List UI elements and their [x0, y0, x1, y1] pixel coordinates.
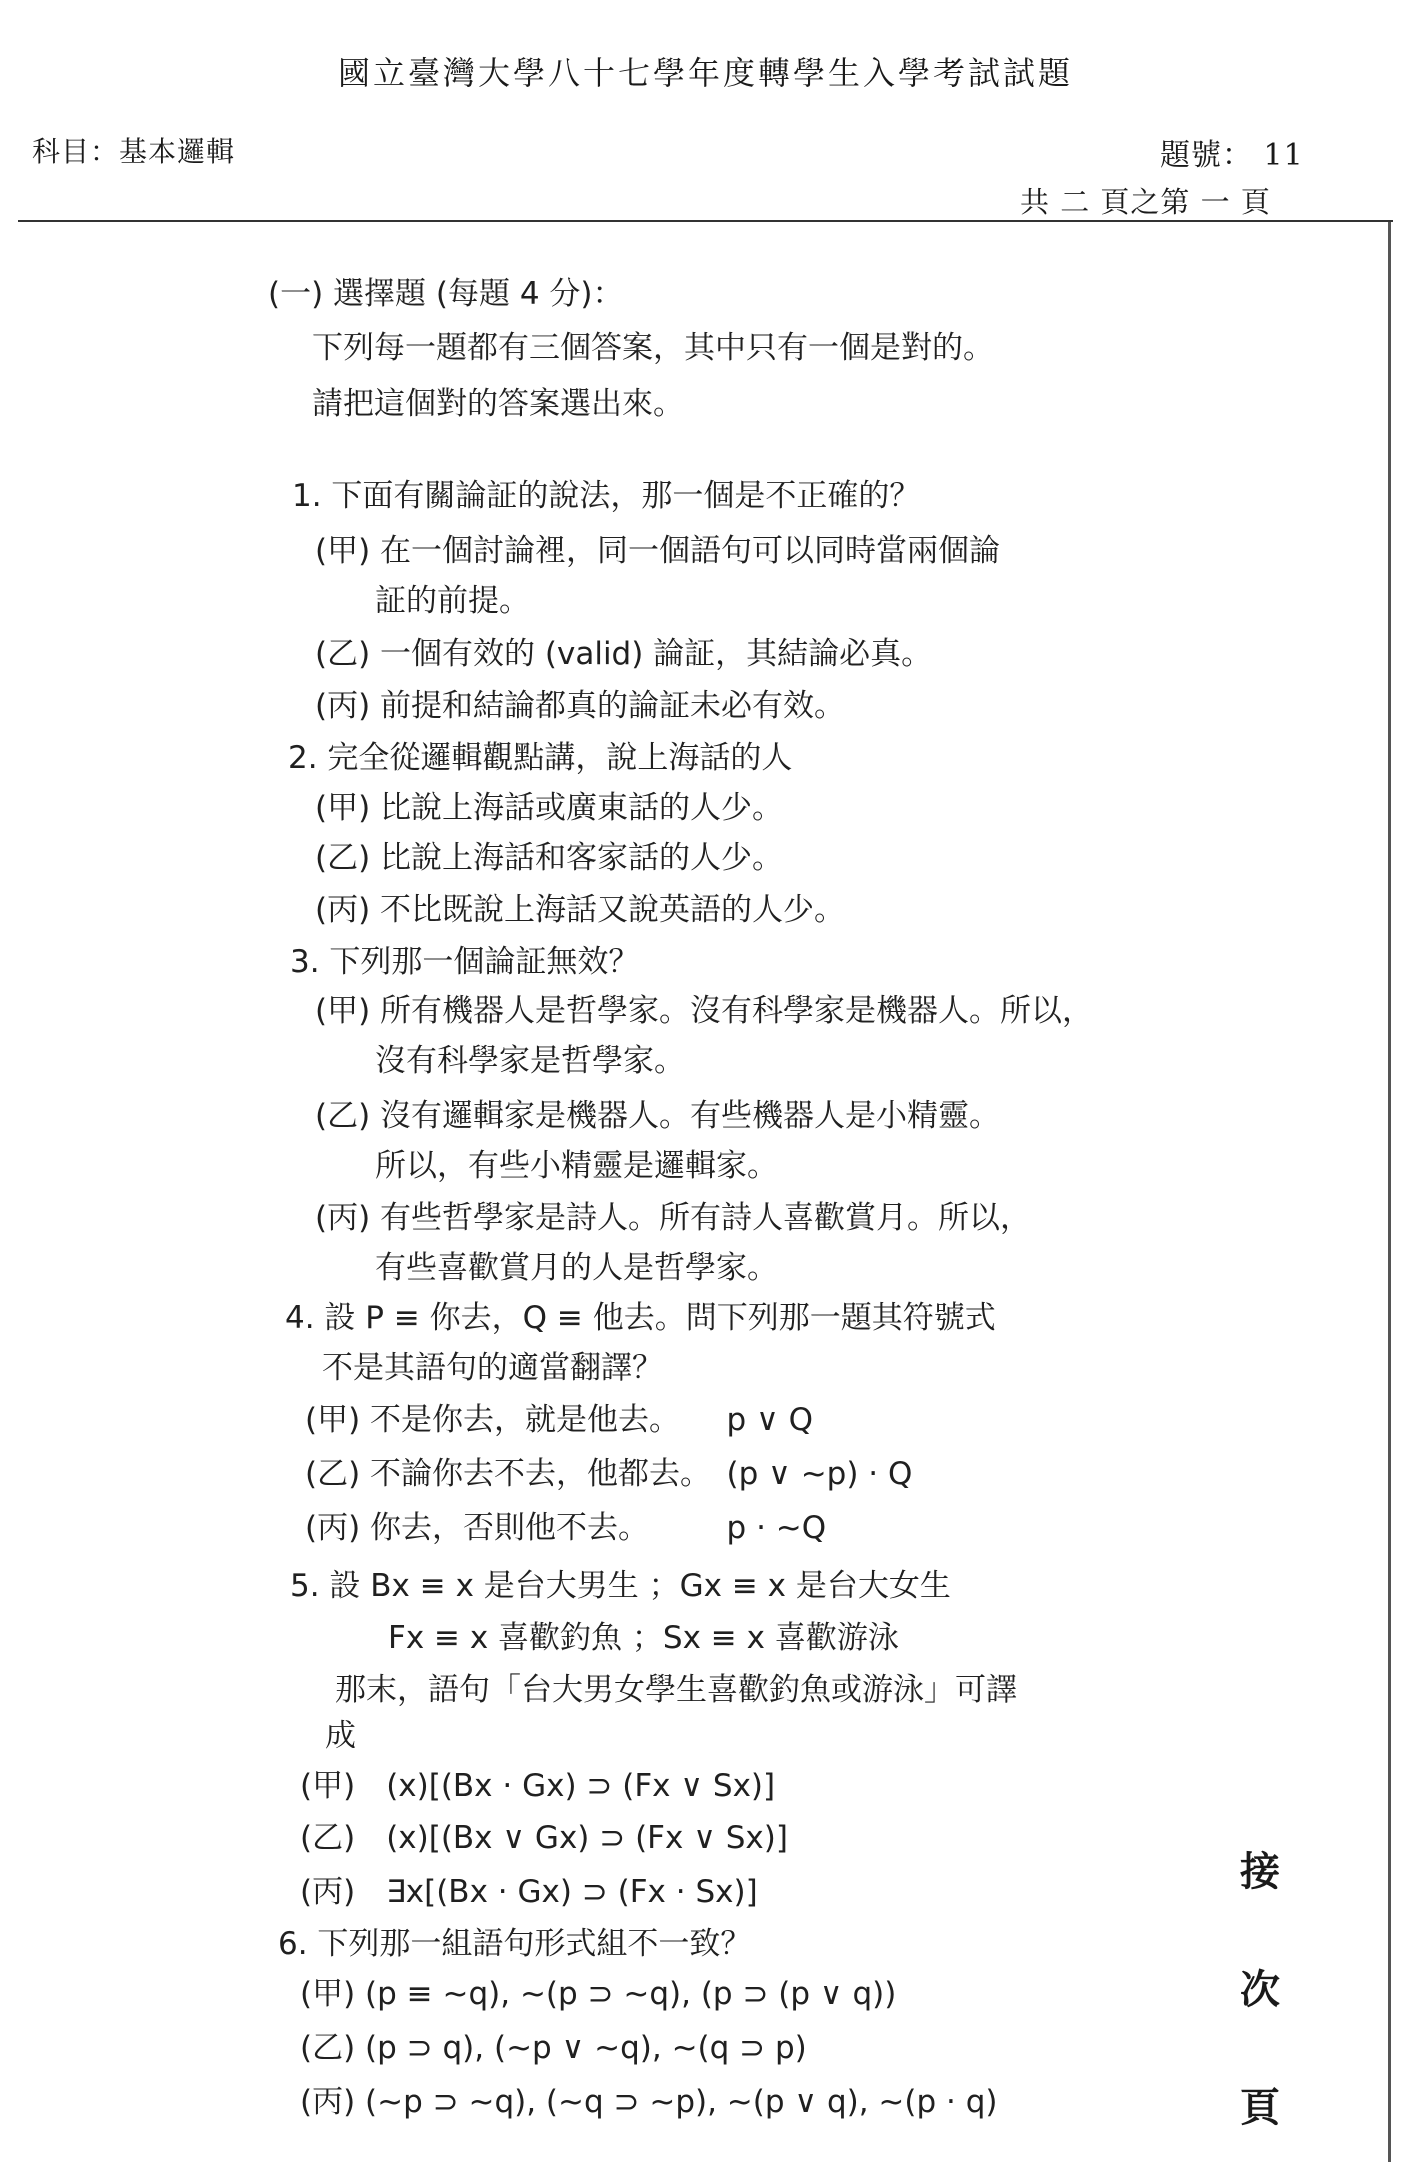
option-line: 所以，有些小精靈是邏輯家。 [375, 1148, 778, 1184]
option-line: 不是其語句的適當翻譯？ [322, 1350, 663, 1386]
option-line: (甲) (p ≡ ~q), ~(p ⊃ ~q), (p ⊃ (p ∨ q)) [300, 1976, 897, 2012]
option-line: (丙) 前提和結論都真的論証未必有效。 [315, 688, 846, 724]
option-line: (丙) (~p ⊃ ~q), (~q ⊃ ~p), ~(p ∨ q), ~(p · q) [300, 2084, 998, 2120]
continued-mark: 頁 [1240, 2084, 1280, 2131]
section-heading: (一) 選擇題 (每題 4 分)： [268, 276, 624, 312]
option-line: (丙) 有些哲學家是詩人。所有詩人喜歡賞月。所以， [315, 1200, 1032, 1236]
instruction-line: 下列每一題都有三個答案，其中只有一個是對的。 [312, 330, 994, 366]
page-indicator: 共 二 頁之第 一 頁 [1020, 185, 1271, 219]
option-line: (丙) 你去，否則他不去。 p · ~Q [305, 1510, 827, 1546]
option-line: (乙) 一個有效的 (valid) 論証，其結論必真。 [315, 636, 933, 672]
question-6: 6. 下列那一組語句形式組不一致？ [278, 1926, 752, 1962]
continued-mark: 次 [1240, 1966, 1280, 2013]
option-line: (甲) 比說上海話或廣東話的人少。 [315, 790, 784, 826]
option-line: 那末，語句「台大男女學生喜歡釣魚或游泳」可譯 [335, 1672, 1017, 1708]
option-line: (乙) (x)[(Bx ∨ Gx) ⊃ (Fx ∨ Sx)] [300, 1820, 788, 1856]
option-line: Fx ≡ x 喜歡釣魚 ；Sx ≡ x 喜歡游泳 [388, 1620, 899, 1656]
option-line: (乙) 沒有邏輯家是機器人。有些機器人是小精靈。 [315, 1098, 1001, 1134]
subject-label: 科目：基本邏輯 [32, 135, 236, 168]
option-line: (甲) 在一個討論裡，同一個語句可以同時當兩個論 [315, 533, 1001, 569]
question-5: 5. 設 Bx ≡ x 是台大男生 ；Gx ≡ x 是台大女生 [290, 1568, 951, 1604]
option-line: 沒有科學家是哲學家。 [375, 1043, 685, 1079]
question-2: 2. 完全從邏輯觀點講，說上海話的人 [288, 740, 793, 776]
option-line: (甲) 不是你去，就是他去。 p ∨ Q [305, 1402, 814, 1438]
exam-title: 國立臺灣大學八十七學年度轉學生入學考試試題 [337, 54, 1073, 92]
option-line: (甲) (x)[(Bx · Gx) ⊃ (Fx ∨ Sx)] [300, 1768, 776, 1804]
question-number: 題號： 11 [1160, 138, 1304, 173]
instruction-line: 請把這個對的答案選出來。 [312, 386, 684, 422]
question-4: 4. 設 P ≡ 你去，Q ≡ 他去。問下列那一題其符號式 [285, 1300, 996, 1336]
option-line: 証的前提。 [375, 583, 530, 619]
option-line: (丙) 不比既說上海話又說英語的人少。 [315, 892, 846, 928]
option-line: (甲) 所有機器人是哲學家。沒有科學家是機器人。所以， [315, 993, 1094, 1029]
option-line: 成 [325, 1718, 356, 1754]
option-line: (丙) ∃x[(Bx · Gx) ⊃ (Fx · Sx)] [300, 1874, 758, 1910]
question-3: 3. 下列那一個論証無效？ [290, 944, 640, 980]
question-1: 1. 下面有關論証的說法，那一個是不正確的？ [292, 478, 921, 514]
continued-mark: 接 [1240, 1848, 1280, 1895]
option-line: 有些喜歡賞月的人是哲學家。 [375, 1250, 778, 1286]
option-line: (乙) 比說上海話和客家話的人少。 [315, 840, 784, 876]
option-line: (乙) (p ⊃ q), (~p ∨ ~q), ~(q ⊃ p) [300, 2030, 807, 2066]
option-line: (乙) 不論你去不去，他都去。 (p ∨ ~p) · Q [305, 1456, 913, 1492]
